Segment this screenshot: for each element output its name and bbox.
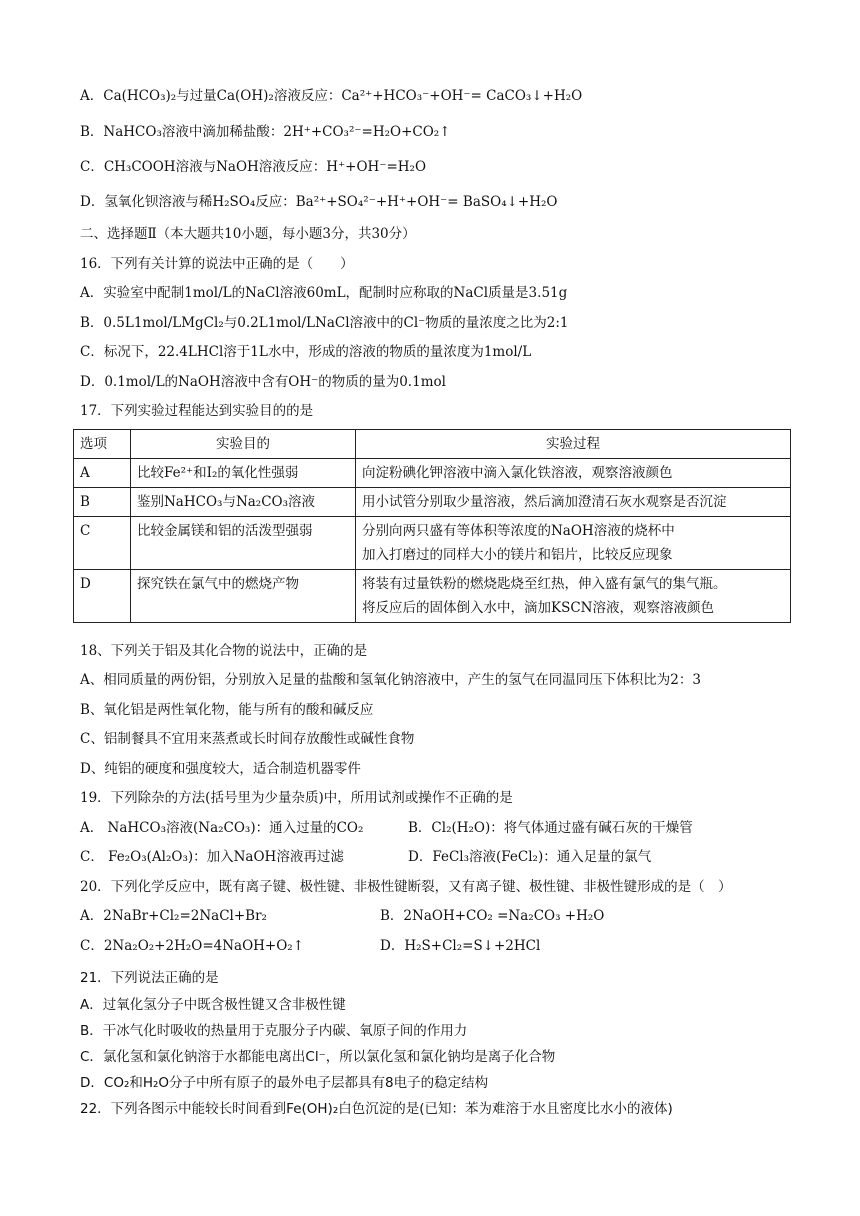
q21-option-d: D．CO₂和H₂O分子中所有原子的最外电子层都具有8电子的稳定结构 <box>80 1075 489 1091</box>
header-process: 实验过程 <box>356 430 791 459</box>
row-process <box>356 488 791 517</box>
q16-stem: 16．下列有关计算的说法中正确的是（ ） <box>80 256 354 272</box>
row-goal: 比较Fe²⁺和I₂的氧化性强弱 <box>131 459 356 488</box>
q15-option-a: A．Ca(HCO₃)₂与过量Ca(OH)₂溶液反应：Ca²⁺+HCO₃⁻+OH⁻= CaCO₃↓+H₂O <box>80 88 583 104</box>
row-option: A <box>74 459 131 488</box>
q15-option-c: C．CH₃COOH溶液与NaOH溶液反应：H⁺+OH⁻=H₂O <box>80 159 427 175</box>
header-option: 选项 <box>74 430 131 459</box>
q16-option-c: C．标况下，22.4LHCl溶于1L水中，形成的溶液的物质的量浓度为1mol/L <box>80 344 532 360</box>
process-line: 将装有过量铁粉的燃烧匙烧至红热，伸入盛有氯气的集气瓶。 <box>362 576 727 592</box>
process-line: 用小试管分别取少量溶液，然后滴加澄清石灰水观察是否沉淀 <box>362 494 727 510</box>
table-row <box>74 517 791 570</box>
table-row <box>74 570 791 623</box>
table-row <box>74 488 791 517</box>
process-line: 分别向两只盛有等体积等浓度的NaOH溶液的烧杯中 <box>362 523 675 539</box>
process-line: 将反应后的固体倒入水中，滴加KSCN溶液，观察溶液颜色 <box>362 600 714 616</box>
row-process <box>356 570 791 623</box>
q20-option-c: C．2Na₂O₂+2H₂O=4NaOH+O₂↑ <box>80 938 305 954</box>
row-goal: 比较金属镁和铝的活泼型强弱 <box>131 517 356 570</box>
process-line: 向淀粉碘化钾溶液中滴入氯化铁溶液，观察溶液颜色 <box>362 465 673 481</box>
q21-stem: 21．下列说法正确的是 <box>80 970 219 986</box>
q21-option-a: A．过氧化氢分子中既含极性键又含非极性键 <box>80 997 346 1013</box>
q17-table <box>73 429 791 623</box>
q16-option-a: A．实验室中配制1mol/L的NaCl溶液60mL，配制时应称取的NaCl质量是3.51g <box>80 285 568 301</box>
q20-option-a: A．2NaBr+Cl₂=2NaCl+Br₂ <box>80 908 267 924</box>
q15-option-b: B．NaHCO₃溶液中滴加稀盐酸：2H⁺+CO₃²⁻=H₂O+CO₂↑ <box>80 124 451 140</box>
q18-option-a: A、相同质量的两份铝，分别放入足量的盐酸和氢氧化钠溶液中，产生的氢气在同温同压下体积比为2：3 <box>80 672 701 688</box>
q21-option-b: B．干冰气化时吸收的热量用于克服分子内碳、氧原子间的作用力 <box>80 1023 468 1039</box>
row-goal: 探究铁在氯气中的燃烧产物 <box>131 570 356 623</box>
q22-stem: 22．下列各图示中能较长时间看到Fe(OH)₂白色沉淀的是(已知：苯为难溶于水且密度比水小的液体) <box>80 1101 673 1117</box>
q20-option-b: B．2NaOH+CO₂ =Na₂CO₃ +H₂O <box>380 908 605 924</box>
q19-option-c: C． Fe₂O₃(Al₂O₃)：加入NaOH溶液再过滤 <box>80 849 344 865</box>
row-option: C <box>74 517 131 570</box>
table-header-row <box>74 430 791 459</box>
q21-option-c: C．氯化氢和氯化钠溶于水都能电离出Cl⁻，所以氯化氢和氯化钠均是离子化合物 <box>80 1049 556 1065</box>
q18-option-d: D、纯铝的硬度和强度较大，适合制造机器零件 <box>80 761 361 777</box>
q19-option-a: A． NaHCO₃溶液(Na₂CO₃)：通入过量的CO₂ <box>80 820 364 836</box>
q19-option-d: D．FeCl₃溶液(FeCl₂)：通入足量的氯气 <box>408 849 652 865</box>
q18-option-c: C、铝制餐具不宜用来蒸煮或长时间存放酸性或碱性食物 <box>80 731 415 747</box>
table-row <box>74 459 791 488</box>
section-heading: 二、选择题Ⅱ（本大题共10小题，每小题3分，共30分） <box>80 226 416 242</box>
row-process <box>356 459 791 488</box>
q16-option-b: B．0.5L1mol/LMgCl₂与0.2L1mol/LNaCl溶液中的Cl⁻物质的量浓度之比为2:1 <box>80 315 569 331</box>
q18-option-b: B、氧化铝是两性氧化物，能与所有的酸和碱反应 <box>80 702 374 718</box>
row-option: B <box>74 488 131 517</box>
q20-stem: 20．下列化学反应中，既有离子键、极性键、非极性键断裂，又有离子键、极性键、非极性键形成的是（ ） <box>80 879 732 895</box>
q18-stem: 18、下列关于铝及其化合物的说法中，正确的是 <box>80 643 368 659</box>
row-goal: 鉴别NaHCO₃与Na₂CO₃溶液 <box>131 488 356 517</box>
q20-option-d: D．H₂S+Cl₂=S↓+2HCl <box>380 938 541 954</box>
q19-stem: 19．下列除杂的方法(括号里为少量杂质)中，所用试剂或操作不正确的是 <box>80 790 513 806</box>
q17-stem: 17．下列实验过程能达到实验目的的是 <box>80 403 314 419</box>
process-line: 加入打磨过的同样大小的镁片和铝片，比较反应现象 <box>362 547 673 563</box>
q16-option-d: D．0.1mol/L的NaOH溶液中含有OH⁻的物质的量为0.1mol <box>80 374 446 390</box>
header-goal: 实验目的 <box>131 430 356 459</box>
row-option: D <box>74 570 131 623</box>
q15-option-d: D．氢氧化钡溶液与稀H₂SO₄反应：Ba²⁺+SO₄²⁻+H⁺+OH⁻= BaSO₄↓+H₂O <box>80 194 558 210</box>
q19-option-b: B．Cl₂(H₂O)：将气体通过盛有碱石灰的干燥管 <box>408 820 693 836</box>
row-process <box>356 517 791 570</box>
